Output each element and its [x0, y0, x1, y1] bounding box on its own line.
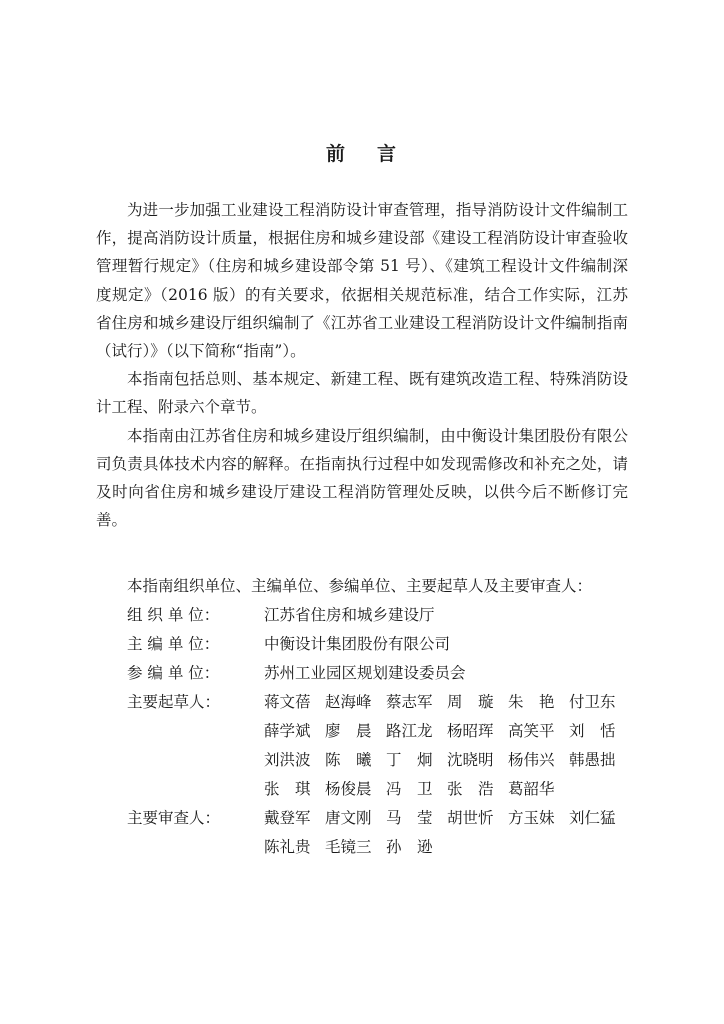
- reviewers-row: [96, 804, 636, 862]
- contributors-section: [96, 572, 636, 862]
- drafters-names: [264, 688, 636, 804]
- drafter-name: 付卫东: [569, 693, 616, 711]
- drafter-name: 廖 晨: [325, 722, 372, 740]
- drafter-name: 张 琪: [264, 780, 311, 798]
- drafter-name: 朱 艳: [508, 693, 555, 711]
- drafter-name: 杨昭珲: [447, 722, 494, 740]
- reviewer-name: 唐文刚: [325, 809, 372, 827]
- reviewer-name: 戴登军: [264, 809, 311, 827]
- drafters-line: [264, 688, 636, 717]
- reviewer-name: 马 莹: [386, 809, 433, 827]
- organizer-label: 组 织 单 位：: [127, 606, 220, 624]
- drafter-name: 蔡志军: [386, 693, 433, 711]
- reviewer-name: 孙 逊: [386, 838, 433, 856]
- drafter-name: 杨伟兴: [508, 751, 555, 769]
- reviewer-name: 胡世忻: [447, 809, 494, 827]
- drafters-line: [264, 775, 636, 804]
- paragraph-contents: 本指南包括总则、基本规定、新建工程、既有建筑改造工程、特殊消防设计工程、附录六个章节。: [96, 370, 628, 417]
- drafters-label: 主要起草人：: [127, 693, 221, 711]
- co-editor-value: 苏州工业园区规划建设委员会: [264, 664, 466, 682]
- reviewers-line: [264, 804, 636, 833]
- drafter-name: 韩愚拙: [569, 751, 616, 769]
- drafter-name: 刘 恬: [569, 722, 616, 740]
- title-char-2: 言: [377, 143, 399, 165]
- page-title: [0, 139, 724, 166]
- drafter-name: 沈晓明: [447, 751, 494, 769]
- drafter-name: 冯 卫: [386, 780, 433, 798]
- chief-editor-value: 中衡设计集团股份有限公司: [264, 635, 451, 653]
- drafters-line: [264, 717, 636, 746]
- reviewer-name: 刘仁猛: [569, 809, 616, 827]
- drafter-name: 葛韶华: [508, 780, 555, 798]
- drafter-name: 薛学斌: [264, 722, 311, 740]
- drafter-name: 陈 曦: [325, 751, 372, 769]
- drafters-row: [96, 688, 636, 804]
- drafter-name: 赵海峰: [325, 693, 372, 711]
- reviewer-name: 毛镜三: [325, 838, 372, 856]
- drafter-name: 高笑平: [508, 722, 555, 740]
- reviewer-name: 陈礼贵: [264, 838, 311, 856]
- drafter-name: 路江龙: [386, 722, 433, 740]
- reviewers-line: [264, 833, 636, 862]
- drafters-line: [264, 746, 636, 775]
- drafter-name: 刘洪波: [264, 751, 311, 769]
- co-editor-row: [96, 659, 636, 688]
- drafter-name: 张 浩: [447, 780, 494, 798]
- chief-editor-row: [96, 630, 636, 659]
- reviewers-label: 主要审查人：: [127, 809, 221, 827]
- reviewers-names: [264, 804, 636, 862]
- drafter-name: 周 璇: [447, 693, 494, 711]
- drafter-name: 丁 炯: [386, 751, 433, 769]
- organizer-row: [96, 601, 636, 630]
- organizer-value: 江苏省住房和城乡建设厅: [264, 606, 435, 624]
- contributors-intro: 本指南组织单位、主编单位、参编单位、主要起草人及主要审查人：: [127, 577, 593, 595]
- chief-editor-label: 主 编 单 位：: [127, 635, 220, 653]
- drafter-name: 蒋文蓓: [264, 693, 311, 711]
- paragraph-purpose: 为进一步加强工业建设工程消防设计审查管理，指导消防设计文件编制工作，提高消防设计质量，根据住房和城乡建设部《建设工程消防设计审查验收管理暂行规定》（住房和城乡建设部令第 51 号）、《建筑工程设计文件编制深度规定》（2016 版）的有关要求，依据相关规范标准，结合工作实际，江苏省住房和城乡建设厅组织编制了《江苏省工业建设工程消防设计文件编制指南（试行）》（以下简称“指南”）。: [96, 201, 628, 361]
- preface-body: [96, 196, 628, 534]
- reviewer-name: 方玉妹: [508, 809, 555, 827]
- co-editor-label: 参 编 单 位：: [127, 664, 220, 682]
- title-char-1: 前: [325, 143, 347, 165]
- drafter-name: 杨俊晨: [325, 780, 372, 798]
- paragraph-interpretation: 本指南由江苏省住房和城乡建设厅组织编制，由中衡设计集团股份有限公司负责具体技术内容的解释。在指南执行过程中如发现需修改和补充之处，请及时向省住房和城乡建设厅建设工程消防管理处反映，以供今后不断修订完善。: [96, 426, 628, 530]
